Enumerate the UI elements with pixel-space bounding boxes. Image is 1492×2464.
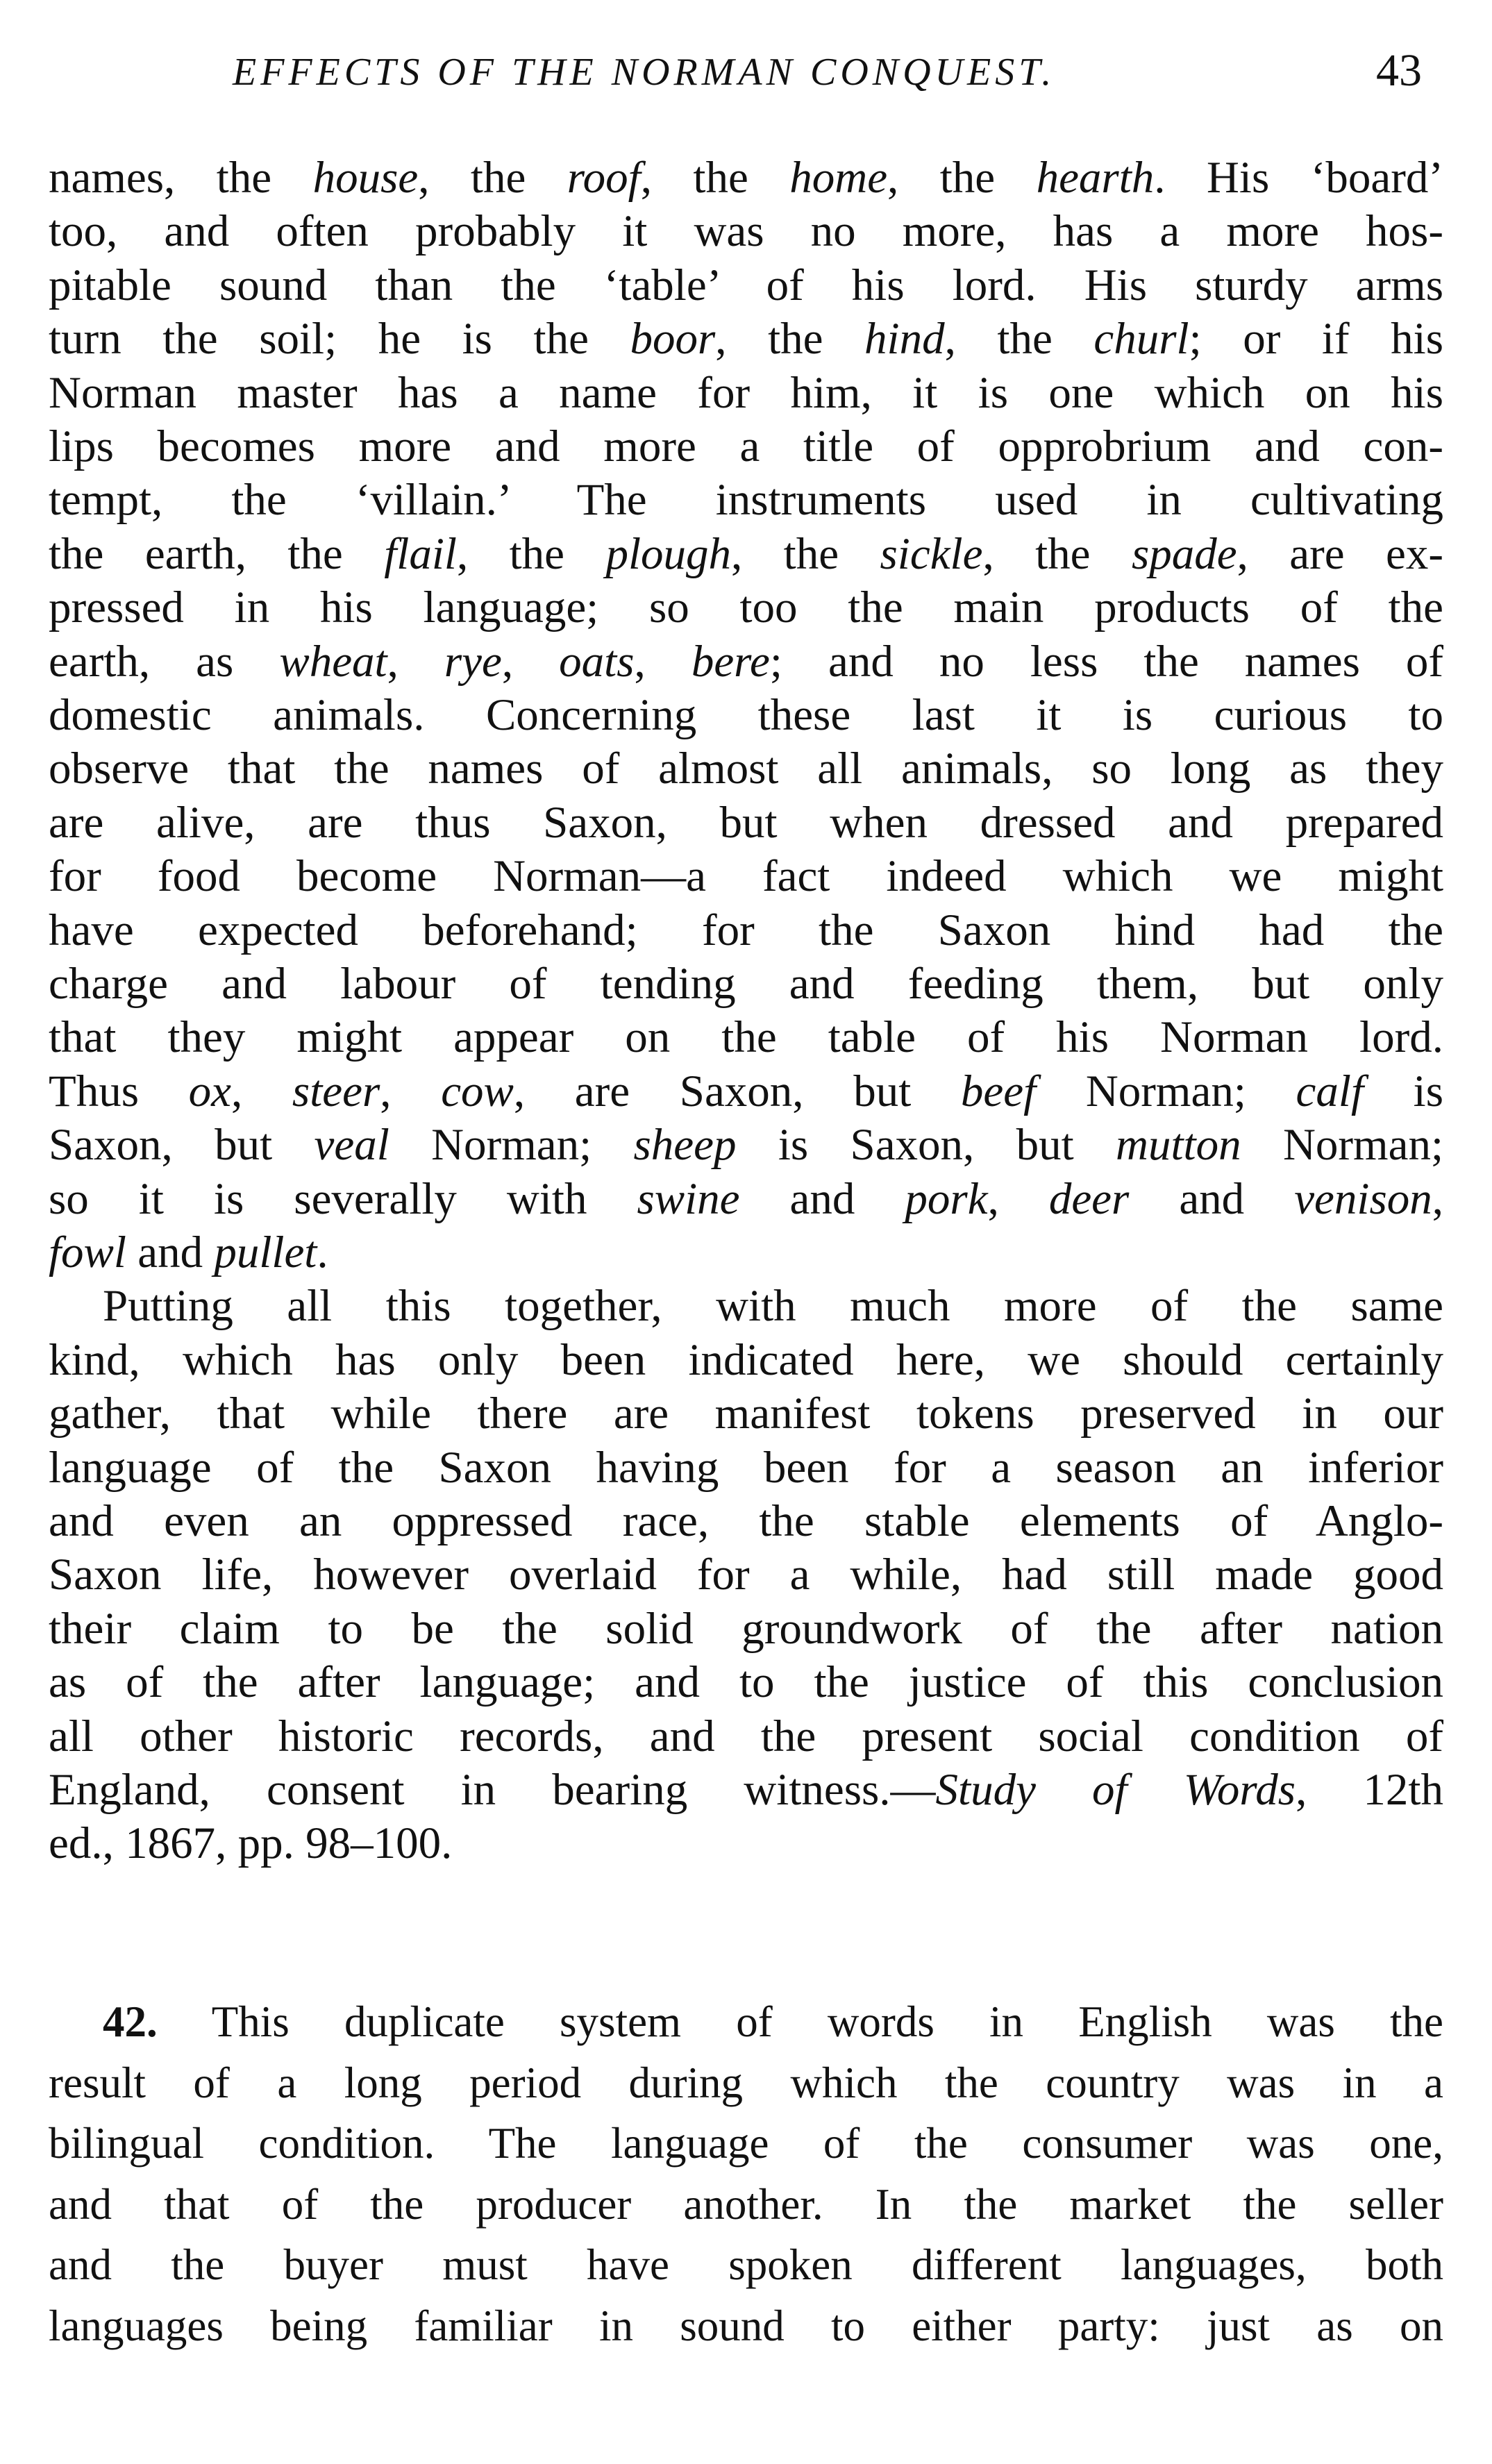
text-run: , 12th <box>1296 1765 1443 1815</box>
text-run: Norman master has a name for him, it is one which on his <box>49 367 1443 418</box>
text-run: , are ex- <box>1237 528 1443 579</box>
text-run: . His ‘board’ <box>1154 153 1443 203</box>
italic-word: churl <box>1093 314 1189 364</box>
quote-line <box>49 1709 1443 1764</box>
quote-line <box>103 1278 1443 1334</box>
text-run: ed., 1867, pp. 98–100. <box>49 1818 453 1869</box>
quote-line <box>49 150 1443 206</box>
text-run: , the <box>731 528 880 579</box>
italic-word: Study of Words <box>935 1765 1296 1815</box>
text-run: lips becomes more and more a title of opprobrium and con- <box>49 421 1443 471</box>
italic-word: hind <box>864 314 945 364</box>
italic-word: deer <box>1048 1173 1130 1224</box>
quote-line <box>49 741 1443 796</box>
section-line <box>49 2054 1443 2112</box>
italic-word: hearth <box>1036 153 1155 203</box>
text-run: have expected beforehand; for the Saxon hind had the <box>49 905 1443 955</box>
text-run: languages being familiar in sound to either party: just as on <box>49 2302 1443 2350</box>
quote-line <box>49 848 1443 904</box>
quote-line <box>49 1547 1443 1602</box>
text-run: are alive, are thus Saxon, but when dressed and prepared <box>49 797 1443 848</box>
italic-word: boor <box>630 314 716 364</box>
quote-line <box>49 419 1443 474</box>
text-run: the earth, the <box>49 528 385 579</box>
quote-line <box>49 365 1443 421</box>
section-line <box>49 2297 1443 2355</box>
text-run: charge and labour of tending and feeding them, but only <box>49 959 1443 1009</box>
text-run: and the buyer must have spoken different languages, both <box>49 2240 1443 2290</box>
section-number: 42. <box>103 1997 158 2046</box>
text-run: , <box>987 1173 1049 1224</box>
text-run: England, consent in bearing witness.— <box>49 1765 936 1815</box>
text-run: , the <box>715 314 865 364</box>
text-run: is <box>1364 1066 1444 1116</box>
quote-line <box>49 1493 1443 1549</box>
text-run: , the <box>887 153 1037 203</box>
text-run: , <box>634 636 691 687</box>
quote-line <box>49 687 1443 743</box>
text-run: Putting all this together, with much more of the same <box>103 1281 1443 1332</box>
text-run: gather, that while there are manifest tokens preserved in our <box>49 1389 1443 1439</box>
text-run: Thus <box>49 1066 189 1116</box>
text-run: , the <box>456 528 606 579</box>
quote-line <box>49 795 1443 850</box>
text-run: , <box>501 636 560 687</box>
italic-word: sickle <box>880 528 983 579</box>
italic-word: veal <box>314 1120 389 1171</box>
text-run: bilingual condition. The language of the consumer was one, <box>49 2119 1443 2168</box>
italic-word: plough <box>605 528 731 579</box>
text-run: Saxon life, however overlaid for a while, had still made good <box>49 1550 1443 1600</box>
quote-line <box>49 311 1443 367</box>
quote-line <box>49 258 1443 313</box>
quote-line <box>49 1440 1443 1495</box>
text-run: and <box>739 1173 905 1224</box>
text-run: for food become Norman—a fact indeed which we might <box>49 851 1443 902</box>
italic-word: cow <box>441 1066 514 1116</box>
text-run: result of a long period during which the country was in a <box>49 2058 1443 2107</box>
text-run: earth, as <box>49 636 280 687</box>
italic-word: beef <box>960 1066 1037 1116</box>
italic-word: venison <box>1294 1173 1432 1224</box>
text-run: observe that the names of almost all animals, so long as they <box>49 744 1443 794</box>
text-run: , <box>387 636 444 687</box>
italic-word: home <box>789 153 888 203</box>
text-run: , <box>380 1066 442 1116</box>
section-line <box>49 2236 1443 2294</box>
italic-word: house <box>312 153 419 203</box>
text-run: ; and no less the names of <box>769 636 1444 687</box>
text-run: and that of the producer another. In the market the seller <box>49 2179 1443 2229</box>
italic-word: wheat <box>279 636 387 687</box>
text-run: This duplicate system of words in English was the <box>157 1997 1443 2046</box>
italic-word: rye <box>444 636 502 687</box>
quote-line <box>49 526 1443 582</box>
text-run: ; or if his <box>1189 314 1443 364</box>
text-run: , the <box>640 153 790 203</box>
text-run: . <box>317 1227 328 1277</box>
quote-line <box>49 634 1443 689</box>
section-line <box>103 1993 1443 2051</box>
italic-word: swine <box>637 1173 740 1224</box>
text-run: , the <box>418 153 567 203</box>
quote-line <box>49 1601 1443 1657</box>
quote-line <box>49 1386 1443 1441</box>
text-run: names, the <box>49 153 313 203</box>
text-run: kind, which has only been indicated here, we should certainly <box>49 1334 1443 1385</box>
text-run: their claim to be the solid groundwork of the after nation <box>49 1603 1443 1654</box>
page-number: 43 <box>1376 45 1422 96</box>
text-run: as of the after language; and to the justice of this conclusion <box>49 1657 1443 1708</box>
quote-line <box>49 1332 1443 1388</box>
quote-line <box>49 1009 1443 1065</box>
quote-line <box>49 1117 1443 1173</box>
text-run: , the <box>944 314 1094 364</box>
quote-line <box>49 1816 1443 1871</box>
italic-word: roof <box>567 153 641 203</box>
text-run: and <box>126 1227 215 1277</box>
running-head: EFFECTS OF THE NORMAN CONQUEST. <box>233 51 1056 94</box>
italic-word: pullet <box>214 1227 317 1277</box>
italic-word: sheep <box>633 1120 737 1171</box>
text-run: that they might appear on the table of his Norman lord. <box>49 1012 1443 1063</box>
quote-line <box>49 472 1443 528</box>
text-run: Norman; <box>1036 1066 1296 1116</box>
text-run: , <box>1432 1173 1444 1224</box>
section-line <box>49 2175 1443 2233</box>
quote-line <box>49 580 1443 635</box>
text-run: , the <box>982 528 1132 579</box>
section-line <box>49 2114 1443 2172</box>
text-run: , <box>231 1066 292 1116</box>
text-run: tempt, the ‘villain.’ The instruments used in cultivating <box>49 475 1443 526</box>
italic-word: spade <box>1131 528 1237 579</box>
quote-line <box>49 203 1443 259</box>
text-run: Norman; <box>389 1120 634 1171</box>
quote-line <box>49 1225 1443 1280</box>
quote-line <box>49 1064 1443 1119</box>
text-run: domestic animals. Concerning these last it is curious to <box>49 690 1443 740</box>
italic-word: oats <box>559 636 635 687</box>
quote-line <box>49 1762 1443 1818</box>
text-run: so it is severally with <box>49 1173 637 1224</box>
text-run: Saxon, but <box>49 1120 315 1171</box>
quote-line <box>49 1654 1443 1710</box>
quote-line <box>49 956 1443 1012</box>
text-run: all other historic records, and the present social condition of <box>49 1711 1443 1761</box>
text-run: pitable sound than the ‘table’ of his lord. His sturdy arms <box>49 260 1443 310</box>
text-run: too, and often probably it was no more, has a more hos- <box>49 206 1443 257</box>
quote-line <box>49 1171 1443 1227</box>
text-run: Norman; <box>1241 1120 1444 1171</box>
text-run: is Saxon, but <box>736 1120 1116 1171</box>
text-run: language of the Saxon having been for a season an inferior <box>49 1442 1443 1493</box>
text-run: pressed in his language; so too the main products of the <box>49 583 1443 633</box>
italic-word: mutton <box>1116 1120 1241 1171</box>
italic-word: pork <box>905 1173 988 1224</box>
italic-word: calf <box>1296 1066 1364 1116</box>
italic-word: steer <box>292 1066 380 1116</box>
text-run: and <box>1129 1173 1295 1224</box>
italic-word: flail <box>384 528 457 579</box>
italic-word: bere <box>691 636 770 687</box>
italic-word: ox <box>188 1066 232 1116</box>
quote-line <box>49 903 1443 958</box>
text-run: , are Saxon, but <box>513 1066 961 1116</box>
text-run: and even an oppressed race, the stable elements of Anglo- <box>49 1496 1443 1546</box>
italic-word: fowl <box>49 1227 126 1277</box>
text-run: turn the soil; he is the <box>49 314 630 364</box>
